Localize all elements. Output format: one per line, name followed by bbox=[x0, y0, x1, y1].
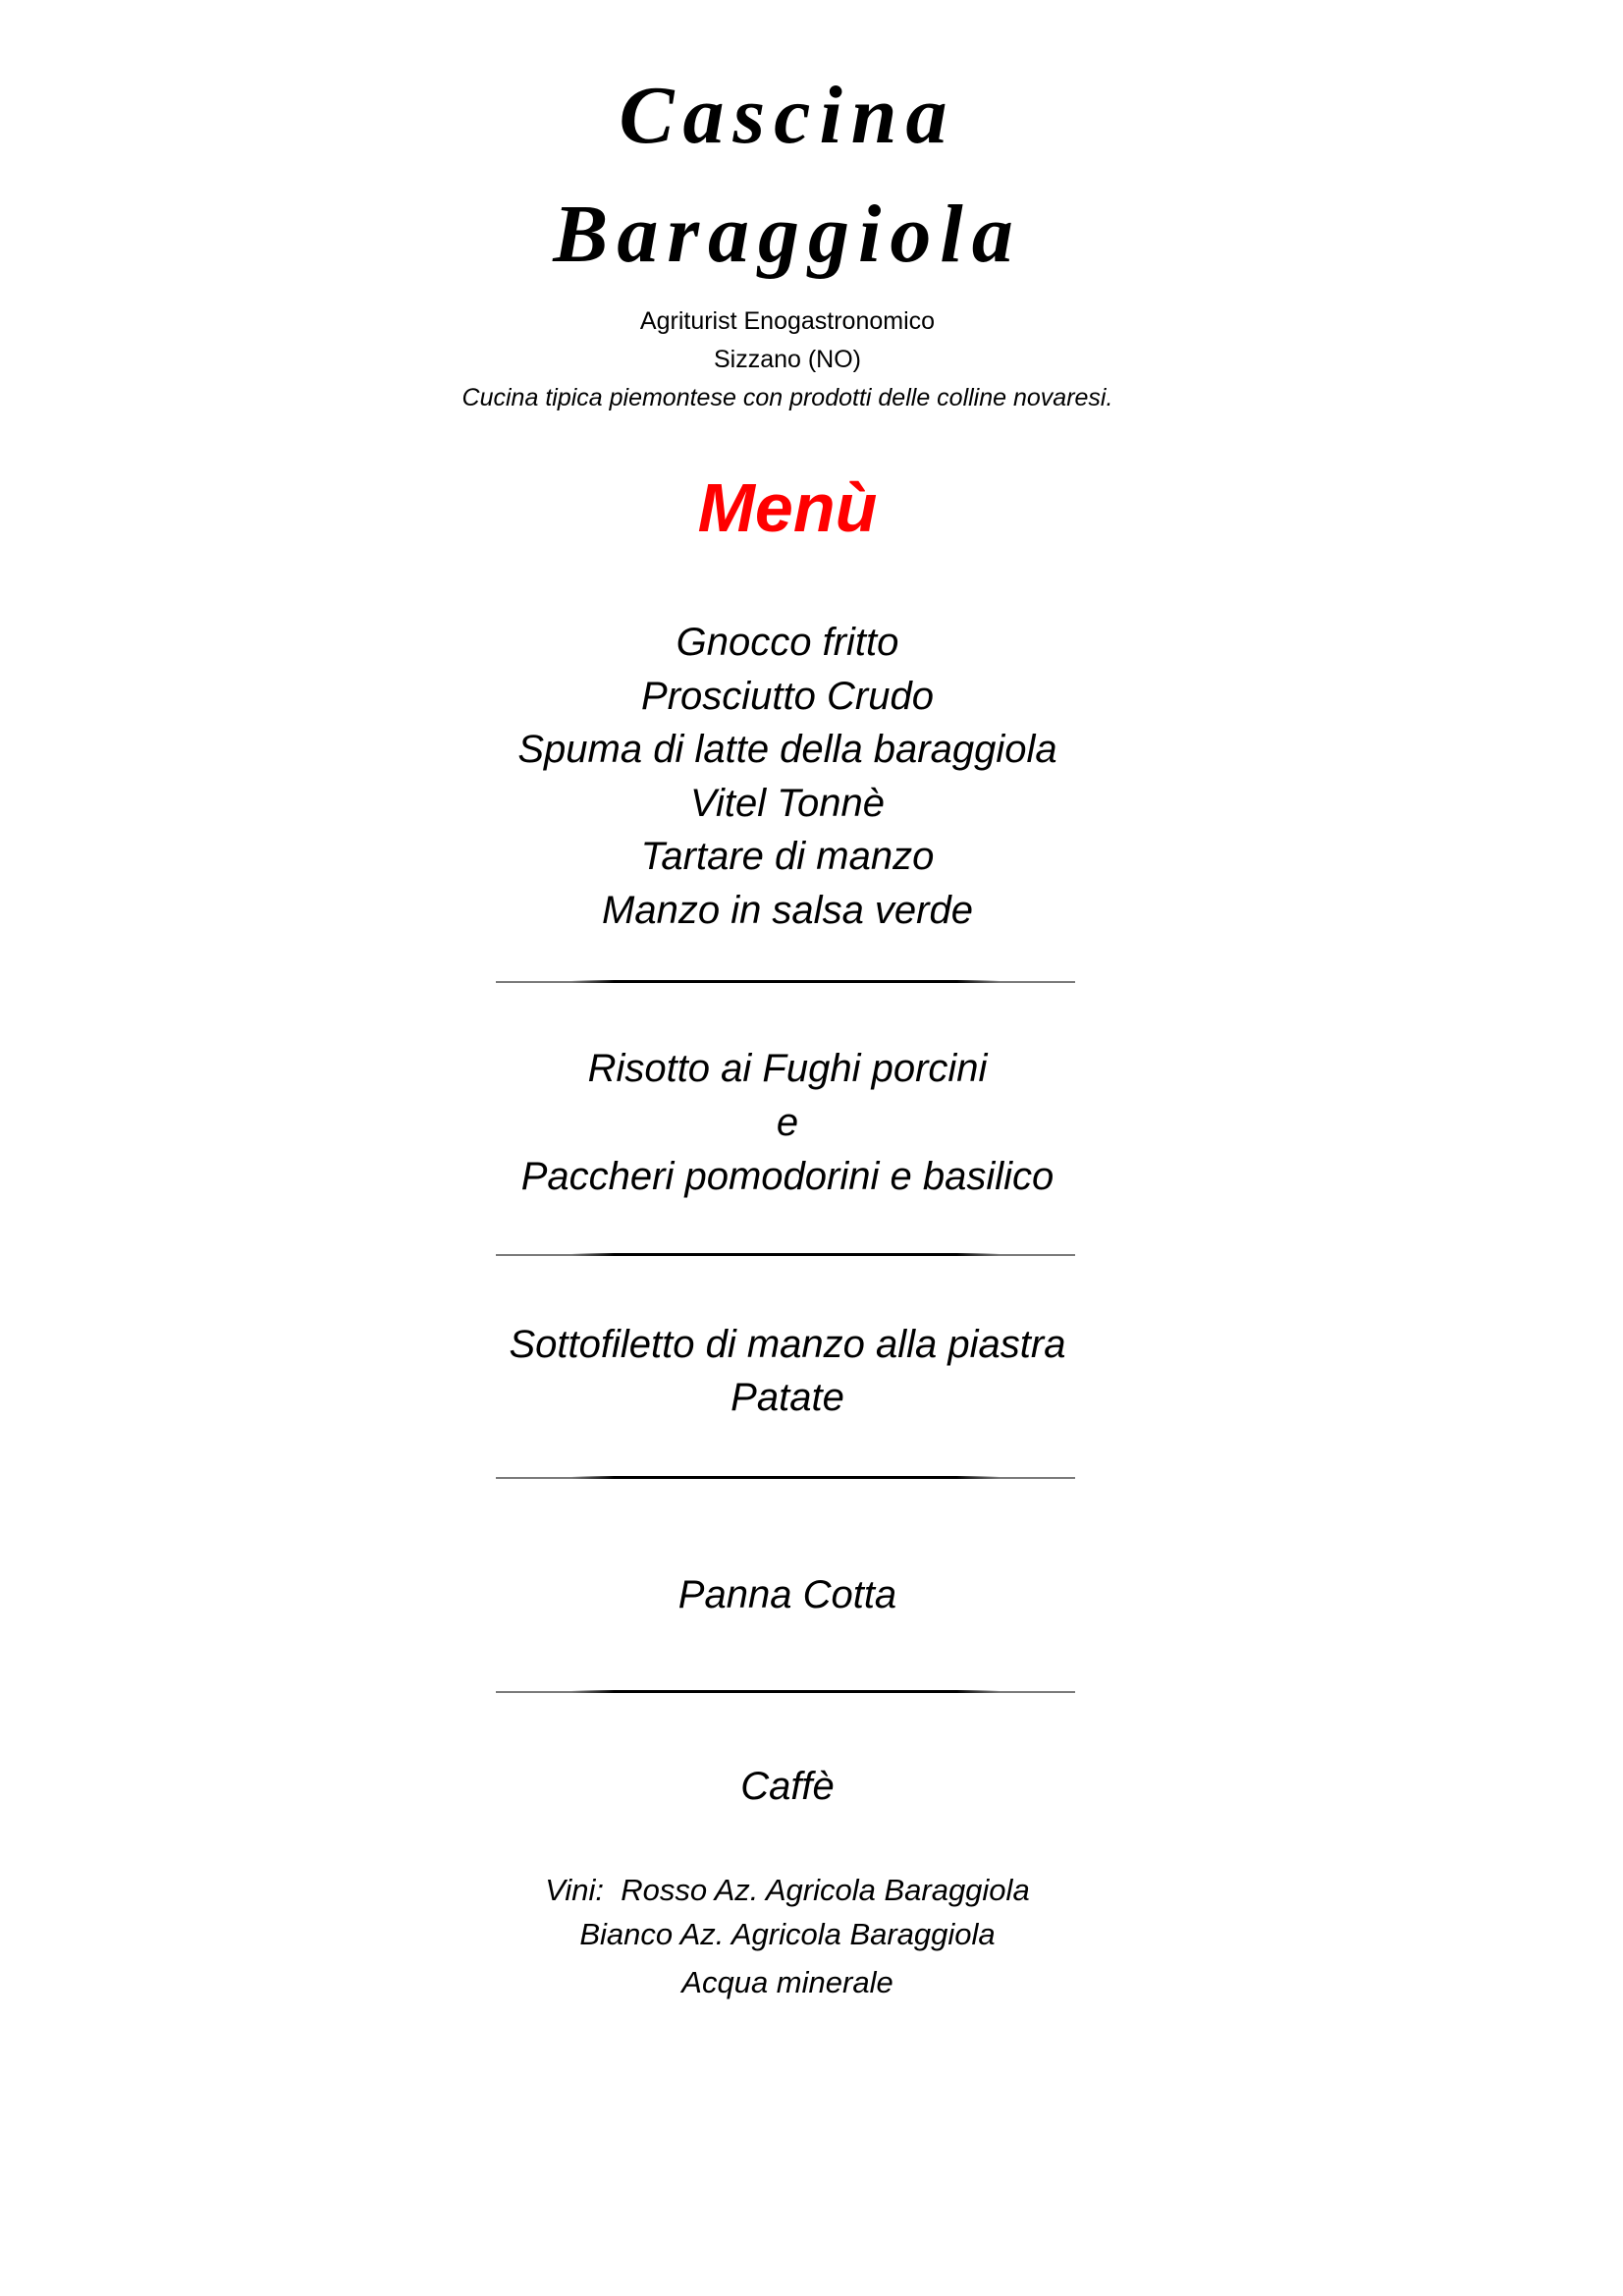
coffee-item: Caffè bbox=[740, 1765, 835, 1808]
restaurant-name-line2: Baraggiola bbox=[553, 189, 1022, 280]
restaurant-location: Sizzano (NO) bbox=[713, 346, 862, 373]
drink-item: Acqua minerale bbox=[681, 1965, 893, 1999]
dish-conjunction: e bbox=[776, 1101, 799, 1144]
drink-item: Bianco Az. Agricola Baraggiola bbox=[579, 1917, 996, 1951]
drink-item: Vini: Rosso Az. Agricola Baraggiola bbox=[545, 1873, 1030, 1907]
dish-item: Patate bbox=[730, 1376, 844, 1419]
dish-item: Gnocco fritto bbox=[676, 621, 899, 664]
dish-item: Sottofiletto di manzo alla piastra bbox=[509, 1323, 1066, 1366]
dish-item: Paccheri pomodorini e basilico bbox=[520, 1155, 1055, 1198]
section-divider bbox=[496, 980, 1075, 984]
dish-item: Spuma di latte della baraggiola bbox=[517, 728, 1057, 771]
dish-item: Tartare di manzo bbox=[640, 835, 935, 878]
dish-item: Manzo in salsa verde bbox=[602, 889, 973, 932]
restaurant-subtitle: Agriturist Enogastronomico bbox=[639, 307, 936, 335]
menu-heading: Menù bbox=[697, 469, 878, 546]
dish-item: Risotto ai Fughi porcini bbox=[587, 1047, 988, 1090]
section-divider bbox=[496, 1690, 1075, 1694]
dish-item: Vitel Tonnè bbox=[690, 782, 885, 825]
dish-item: Prosciutto Crudo bbox=[641, 675, 934, 718]
dessert-item: Panna Cotta bbox=[677, 1573, 897, 1616]
section-divider bbox=[496, 1253, 1075, 1257]
restaurant-tagline: Cucina tipica piemontese con prodotti delle colline novaresi. bbox=[461, 384, 1113, 411]
section-divider bbox=[496, 1476, 1075, 1480]
restaurant-name-line1: Cascina bbox=[619, 70, 956, 161]
